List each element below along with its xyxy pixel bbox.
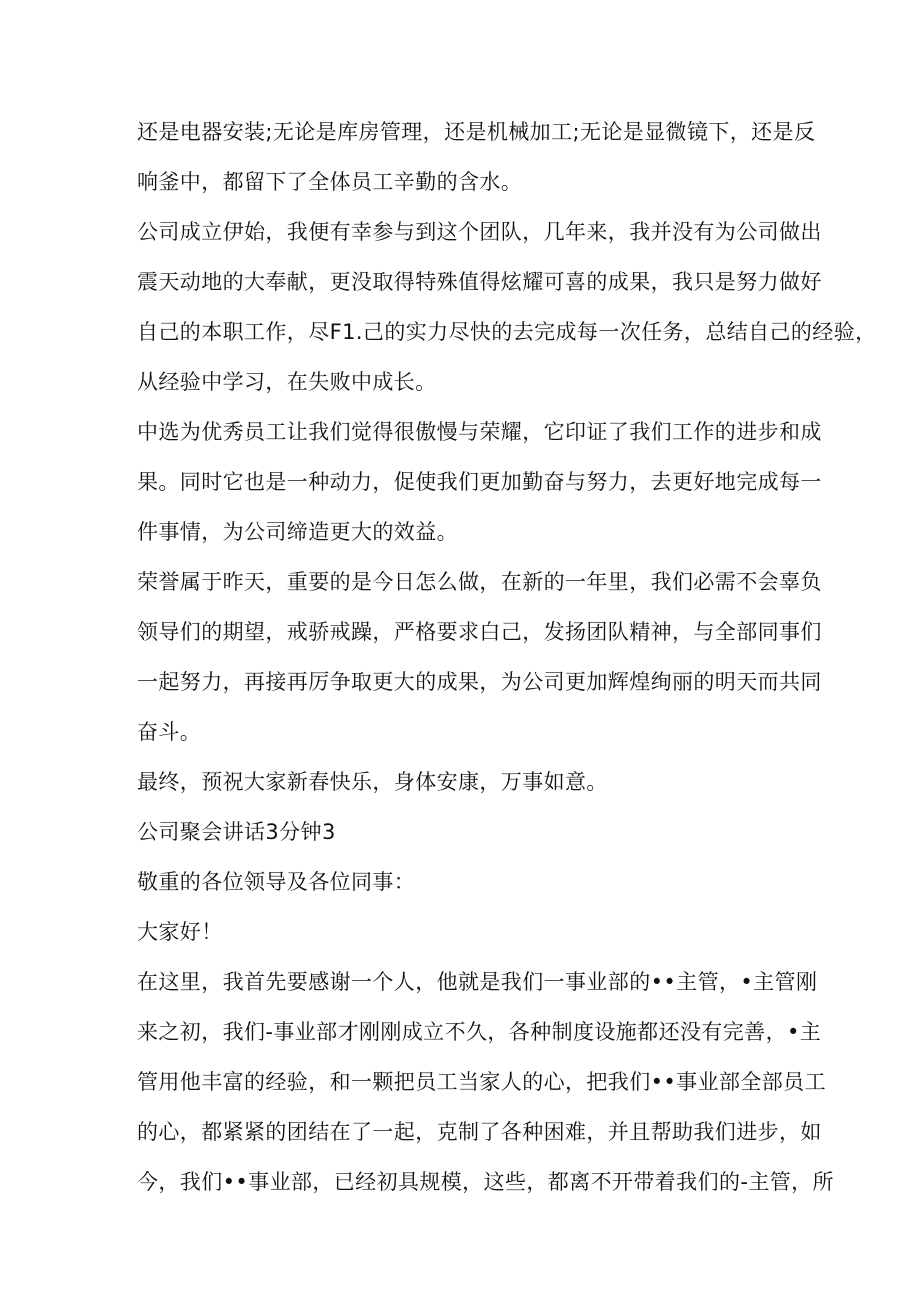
text-line: 最终，预祝大家新春快乐，身体安康，万事如意。 bbox=[137, 770, 608, 794]
text-line: 中选为优秀员工让我们觉得很傲慢与荣耀，它印证了我们工作的进步和成 bbox=[137, 420, 822, 444]
text-line: 荣誉属于昨天，重要的是今日怎么做，在新的一年里，我们必需不会辜负 bbox=[137, 570, 822, 594]
text-line: 从经验中学习，在失败中成长。 bbox=[137, 370, 437, 394]
text-line: 一起努力，再接再厉争取更大的成果，为公司更加辉煌绚丽的明天而共同 bbox=[137, 670, 822, 694]
text-line: 今，我们••事业部，已经初具规模，这些，都离不开带着我们的-主管，所 bbox=[137, 1170, 834, 1194]
text-line: 在这里，我首先要感谢一个人，他就是我们一事业部的••主管，•主管刚 bbox=[137, 970, 818, 994]
text-line: 果。同时它也是一种动力，促使我们更加勤奋与努力，去更好地完成每一 bbox=[137, 470, 822, 494]
text-line: 响釜中，都留下了全体员工辛勤的含水。 bbox=[137, 170, 523, 194]
text-line: 自己的本职工作，尽F1.己的实力尽快的去完成每一次任务，总结自己的经验， bbox=[137, 320, 877, 344]
text-line: 奋斗。 bbox=[137, 720, 202, 744]
salutation: 敬重的各位领导及各位同事： bbox=[137, 870, 416, 894]
text-line: 震天动地的大奉献，更没取得特殊值得炫耀可喜的成果，我只是努力做好 bbox=[137, 270, 822, 294]
text-line: 公司成立伊始，我便有幸参与到这个团队，几年来，我并没有为公司做出 bbox=[137, 220, 822, 244]
text-line: 管用他丰富的经验，和一颗把员工当家人的心，把我们••事业部全部员工 bbox=[137, 1070, 826, 1094]
text-line: 还是电器安装;无论是库房管理，还是机械加工;无论是显微镜下，还是反 bbox=[137, 120, 816, 144]
text-line: 件事情，为公司缔造更大的效益。 bbox=[137, 520, 458, 544]
section-heading: 公司聚会讲话3分钟3 bbox=[137, 820, 336, 844]
text-line: 来之初，我们-事业部才刚刚成立不久，各种制度设施都还没有完善，•主 bbox=[137, 1020, 822, 1044]
text-line: 领导们的期望，戒骄戒躁，严格要求白己，发扬团队精神，与全部同事们 bbox=[137, 620, 822, 644]
text-line: 的心，都紧紧的团结在了一起，克制了各种困难，并且帮助我们进步，如 bbox=[137, 1120, 822, 1144]
greeting: 大家好！ bbox=[137, 920, 223, 944]
